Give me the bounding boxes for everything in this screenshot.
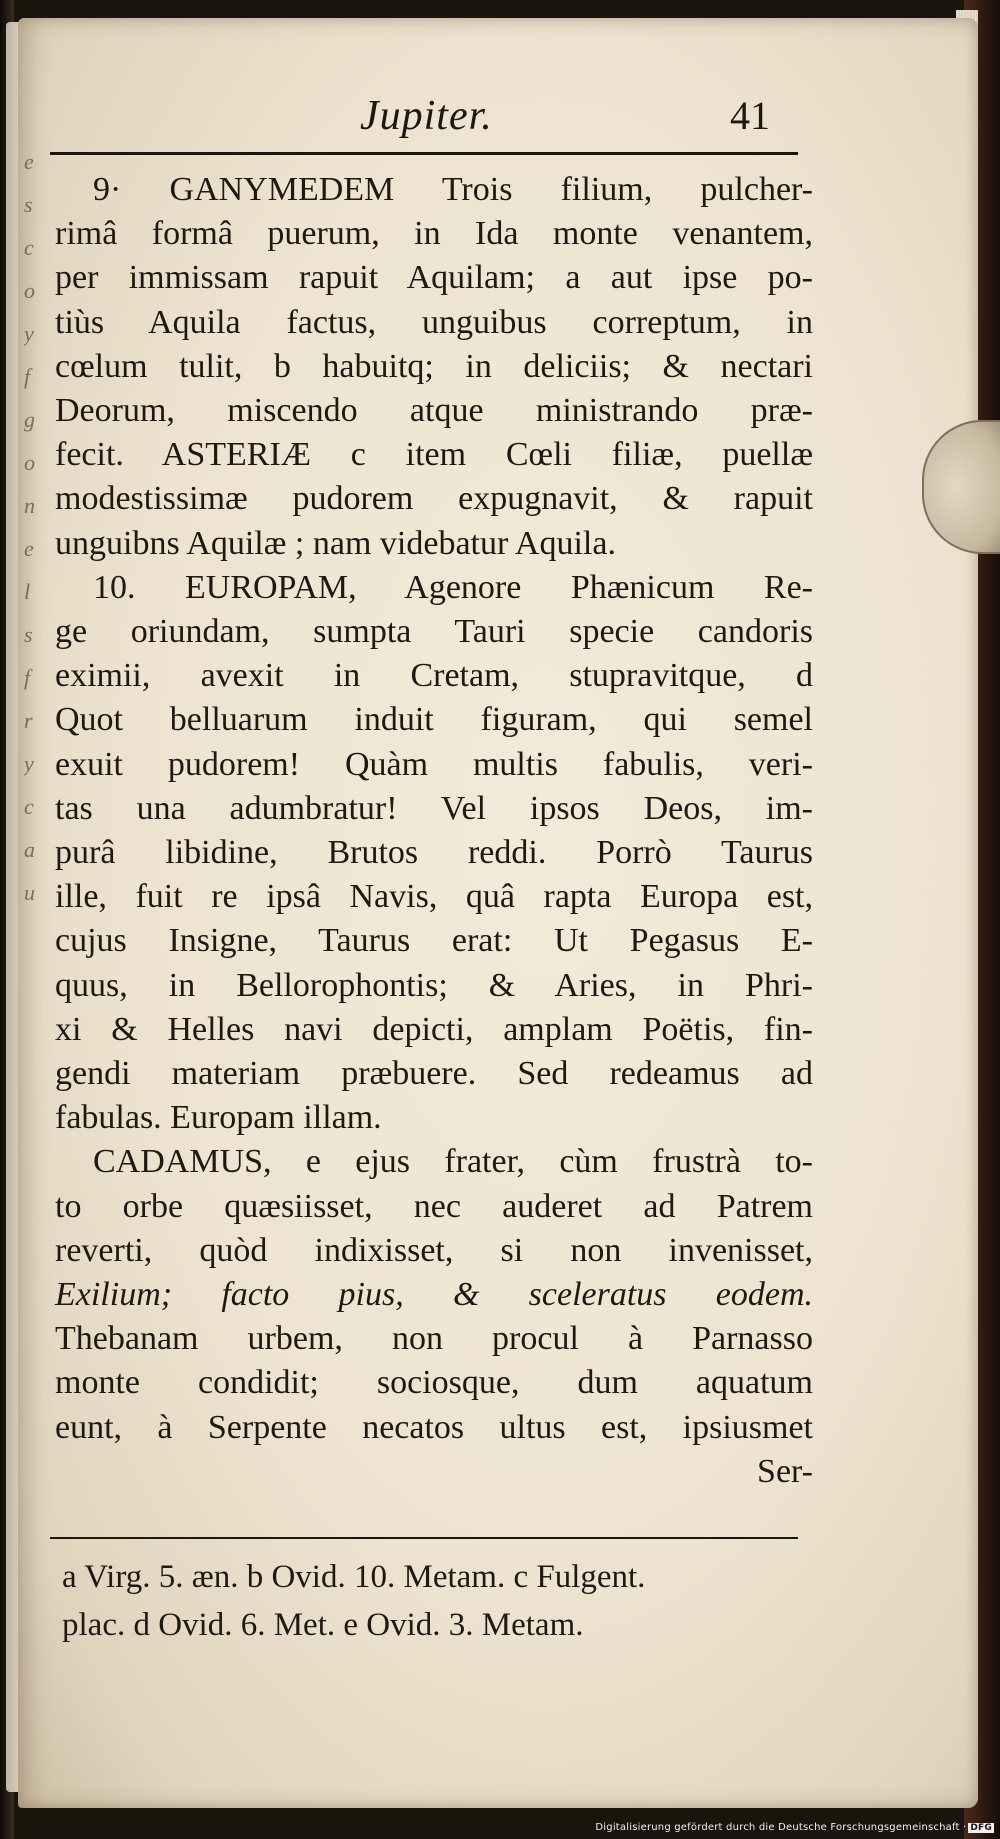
bleed-glyph: c [24, 235, 34, 260]
bleed-glyph: n [24, 493, 35, 518]
bleed-glyph: l [24, 579, 31, 604]
bleed-glyph: f [24, 364, 31, 389]
text-line: Ser- [757, 1452, 813, 1490]
text-line: exuit pudorem! Quàm multis fabulis, veri- [55, 745, 813, 783]
bleed-glyph: e [24, 149, 34, 174]
text-line: purâ libidine, Brutos reddi. Porrò Taurus [55, 834, 813, 872]
bleed-glyph: y [24, 751, 34, 776]
footnotes-block [62, 1553, 812, 1649]
dfg-logo: DFG [970, 1823, 992, 1833]
bleed-glyph: y [24, 321, 34, 346]
text-line: Thebanam urbem, non procul à Parnasso [55, 1320, 813, 1358]
bleed-glyph: r [24, 708, 33, 733]
text-line: monte condidit; sociosque, dum aquatum [55, 1364, 813, 1402]
text-line: cœlum tulit, b habuitq; in deliciis; & nectari [55, 347, 813, 385]
bleed-glyph: c [24, 794, 34, 819]
text-line: Deorum, miscendo atque ministrando præ- [55, 392, 813, 430]
footnote-line: a Virg. 5. æn. b Ovid. 10. Metam. c Fulgent. [62, 1559, 646, 1595]
text-line: Quot belluarum induit figuram, qui semel [55, 701, 813, 739]
footnote-line: plac. d Ovid. 6. Met. e Ovid. 3. Metam. [62, 1607, 584, 1643]
text-line: fabulas. Europam illam. [55, 1099, 382, 1137]
page-header [60, 82, 800, 142]
text-line: quus, in Bellorophontis; & Aries, in Phri- [55, 966, 813, 1004]
text-line: reverti, quòd indixisset, si non invenisset, [55, 1231, 813, 1269]
bleed-glyph: a [24, 837, 35, 862]
text-line: rimâ formâ puerum, in Ida monte venantem, [55, 215, 813, 253]
text-line: per immissam rapuit Aquilam; a aut ipse po- [55, 259, 813, 297]
text-line: Exilium; facto pius, & sceleratus eodem. [55, 1276, 813, 1314]
bleed-glyph: e [24, 536, 34, 561]
text-line: CADAMUS, e ejus frater, cùm frustrà to- [93, 1143, 813, 1181]
bleed-glyph: o [24, 450, 35, 475]
text-line: tiùs Aquila factus, unguibus correptum, in [55, 303, 813, 341]
bleed-glyph: o [24, 278, 35, 303]
bleed-glyph: u [24, 880, 35, 905]
bleed-through-text [24, 140, 58, 1700]
text-line: 10. EUROPAM, Agenore Phænicum Re- [93, 568, 813, 606]
text-line: tas una adumbratur! Vel ipsos Deos, im- [55, 789, 813, 827]
page-number: 41 [730, 93, 770, 138]
text-line: ge oriundam, sumpta Tauri specie candoris [55, 613, 813, 651]
footnote-rule [50, 1537, 798, 1539]
text-line: cujus Insigne, Taurus erat: Ut Pegasus E- [55, 922, 813, 960]
text-line: ille, fuit re ipsâ Navis, quâ rapta Europa est, [55, 878, 813, 916]
text-line: xi & Helles navi depicti, amplam Poëtis, fin- [55, 1010, 813, 1048]
bleed-glyph: s [24, 192, 33, 217]
text-line: 9· GANYMEDEM Trois filium, pulcher- [93, 171, 813, 208]
running-title: Jupiter. [360, 93, 493, 139]
text-line: to orbe quæsiisset, nec auderet ad Patrem [55, 1187, 813, 1225]
header-rule [50, 152, 798, 155]
text-line: modestissimæ pudorem expugnavit, & rapuit [55, 480, 813, 518]
bleed-glyph: g [24, 407, 35, 432]
main-text-block [55, 168, 813, 1494]
text-line: eunt, à Serpente necatos ultus est, ipsiusmet [55, 1408, 813, 1446]
digitization-credit [595, 1822, 994, 1833]
bleed-glyph: s [24, 622, 33, 647]
text-line: gendi materiam præbuere. Sed redeamus ad [55, 1055, 813, 1093]
text-line: eximii, avexit in Cretam, stupravitque, d [55, 657, 813, 695]
text-line: fecit. ASTERIÆ c item Cœli filiæ, puellæ [55, 436, 813, 474]
bleed-glyph: f [24, 665, 31, 690]
text-line: unguibns Aquilæ ; nam videbatur Aquila. [55, 524, 616, 562]
credit-text: Digitalisierung gefördert durch die Deutsche Forschungsgemeinschaft · [595, 1822, 967, 1833]
